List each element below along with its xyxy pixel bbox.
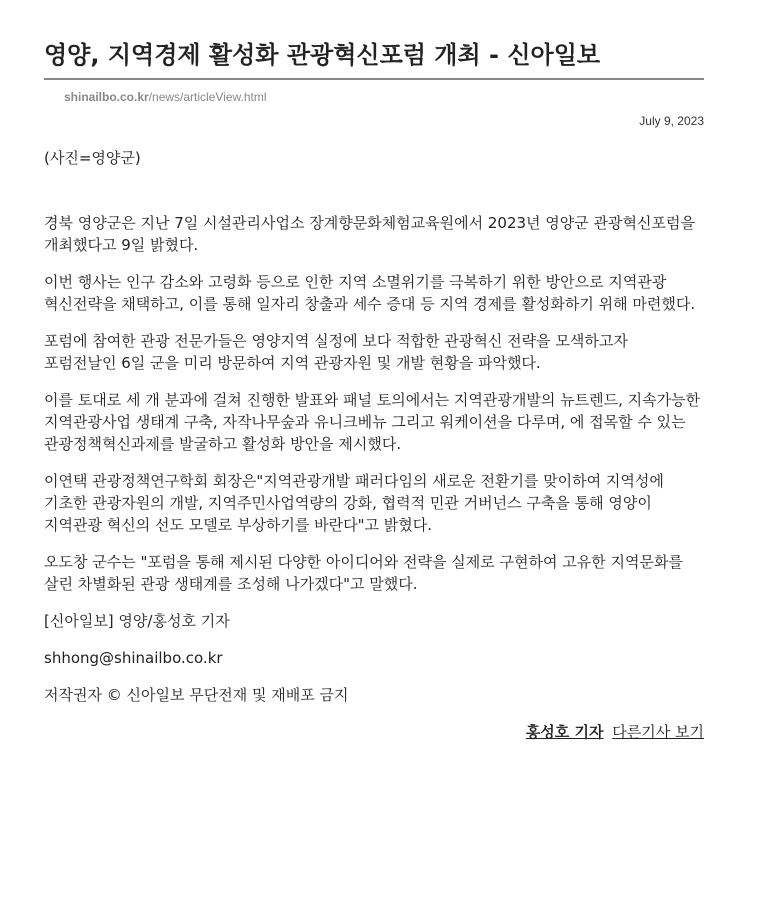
publish-date: July 9, 2023 bbox=[639, 114, 704, 128]
article-title: 영양, 지역경제 활성화 관광혁신포럼 개최 - 신아일보 bbox=[44, 41, 601, 69]
photo-caption: (사진=영양군) bbox=[44, 149, 141, 167]
reporter-credit: [신아일보] 영양/홍성호 기자 bbox=[44, 612, 230, 630]
source-path: /news/articleView.html bbox=[148, 90, 267, 104]
article-paragraph: 경북 영양군은 지난 7일 시설관리사업소 장계향문화체험교육원에서 2023년 영양군 관광혁신포럼을 개최했다고 9일 밝혔다. bbox=[44, 214, 695, 254]
title-divider bbox=[44, 78, 704, 80]
reporter-name-link[interactable]: 홍성호 기자 bbox=[525, 723, 604, 741]
article bbox=[44, 0, 704, 743]
article-body bbox=[44, 212, 704, 706]
more-articles-link[interactable]: 다른기사 보기 bbox=[612, 723, 704, 741]
article-paragraph: 오도창 군수는 "포럼을 통해 제시된 다양한 아이디어와 전략을 실제로 구현하여 고유한 지역문화를 살린 차별화된 관광 생태계를 조성해 나가겠다"고 말했다. bbox=[44, 553, 683, 593]
reporter-email: shhong@shinailbo.co.kr bbox=[44, 649, 223, 667]
source-url bbox=[44, 89, 704, 105]
article-paragraph: 이연택 관광정책연구학회 회장은"지역관광개발 패러다임의 새로운 전환기를 맞이하여 지역성에 기초한 관광자원의 개발, 지역주민사업역량의 강화, 협력적 민관 거버넌스 구축을 통해 영양이 지역관광 혁신의 선도 모델로 부상하기를 바란다"고 밝혔다. bbox=[44, 472, 664, 534]
article-paragraph: 이를 토대로 세 개 분과에 걸쳐 진행한 발표와 패널 토의에서는 지역관광개발의 뉴트렌드, 지속가능한 지역관광사업 생태계 구축, 자작나무숲과 유니크베뉴 그리고 워케이션을 다루며, 에 접목할 수 있는 관광정책혁신과제를 발굴하고 활성화 방안을 제시했다. bbox=[44, 391, 701, 453]
byline bbox=[44, 721, 704, 743]
article-paragraph: 포럼에 참여한 관광 전문가들은 영양지역 실정에 보다 적합한 관광혁신 전략을 모색하고자 포럼전날인 6일 군을 미리 방문하여 지역 관광자원 및 개발 현황을 파악했다. bbox=[44, 332, 628, 372]
copyright-notice: 저작권자 © 신아일보 무단전재 및 재배포 금지 bbox=[44, 686, 349, 704]
article-paragraph: 이번 행사는 인구 감소와 고령화 등으로 인한 지역 소멸위기를 극복하기 위한 방안으로 지역관광 혁신전략을 채택하고, 이를 통해 일자리 창출과 세수 증대 등 지역 경제를 활성화하기 위해 마련했다. bbox=[44, 273, 696, 313]
source-host: shinailbo.co.kr bbox=[64, 90, 149, 104]
